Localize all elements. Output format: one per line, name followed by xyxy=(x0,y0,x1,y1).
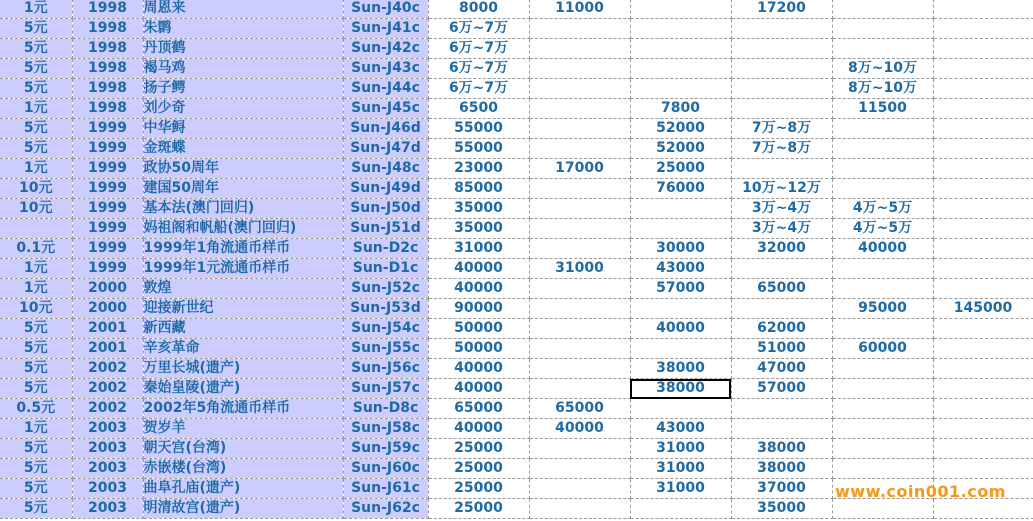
value-cell-4[interactable]: 7万~8万 xyxy=(731,119,832,139)
value-cell-2[interactable] xyxy=(529,439,630,459)
value-cell-2[interactable] xyxy=(529,239,630,259)
year-cell[interactable]: 2002 xyxy=(72,379,143,399)
name-cell[interactable]: 迎接新世纪 xyxy=(143,299,343,319)
code-cell[interactable]: Sun-J58c xyxy=(343,419,428,439)
table-row xyxy=(0,239,1033,259)
name-cell[interactable]: 1999年1角流通币样币 xyxy=(143,239,343,259)
denomination-cell[interactable]: 5元 xyxy=(0,19,72,39)
value-cell-1[interactable]: 25000 xyxy=(428,479,529,499)
table-row xyxy=(0,359,1033,379)
denomination-cell[interactable]: 5元 xyxy=(0,39,72,59)
table-row xyxy=(0,59,1033,79)
value-cell-1[interactable]: 40000 xyxy=(428,279,529,299)
code-cell[interactable]: Sun-J55c xyxy=(343,339,428,359)
table-row xyxy=(0,319,1033,339)
name-cell[interactable]: 1999年1元流通币样币 xyxy=(143,259,343,279)
value-cell-1[interactable]: 55000 xyxy=(428,119,529,139)
value-cell-3[interactable]: 57000 xyxy=(630,279,731,299)
code-cell[interactable]: Sun-J50d xyxy=(343,199,428,219)
value-cell-5[interactable] xyxy=(832,279,933,299)
value-cell-1[interactable]: 35000 xyxy=(428,219,529,239)
value-cell-1[interactable]: 40000 xyxy=(428,379,529,399)
value-cell-4[interactable] xyxy=(731,79,832,99)
value-cell-4[interactable]: 51000 xyxy=(731,339,832,359)
value-cell-1[interactable]: 8000 xyxy=(428,0,529,19)
value-cell-5[interactable] xyxy=(832,259,933,279)
value-cell-6[interactable] xyxy=(933,319,1033,339)
value-cell-2[interactable] xyxy=(529,379,630,399)
year-cell[interactable]: 2001 xyxy=(72,339,143,359)
denomination-cell[interactable]: 0.5元 xyxy=(0,399,72,419)
value-cell-3[interactable]: 30000 xyxy=(630,239,731,259)
name-cell[interactable]: 金斑蝶 xyxy=(143,139,343,159)
year-cell[interactable]: 1998 xyxy=(72,59,143,79)
denomination-cell[interactable]: 5元 xyxy=(0,439,72,459)
denomination-cell[interactable]: 5元 xyxy=(0,359,72,379)
value-cell-4[interactable] xyxy=(731,159,832,179)
table-row xyxy=(0,439,1033,459)
value-cell-3[interactable] xyxy=(630,499,731,519)
code-cell[interactable]: Sun-J44c xyxy=(343,79,428,99)
value-cell-2[interactable]: 11000 xyxy=(529,0,630,19)
value-cell-6[interactable] xyxy=(933,19,1033,39)
value-cell-2[interactable] xyxy=(529,299,630,319)
value-cell-3[interactable]: 52000 xyxy=(630,139,731,159)
code-cell[interactable]: Sun-J46d xyxy=(343,119,428,139)
value-cell-2[interactable] xyxy=(529,279,630,299)
watermark: www.coin001.com xyxy=(835,482,1006,501)
denomination-cell[interactable]: 5元 xyxy=(0,379,72,399)
year-cell[interactable]: 1999 xyxy=(72,179,143,199)
value-cell-4[interactable]: 57000 xyxy=(731,379,832,399)
value-cell-6[interactable]: 145000 xyxy=(933,299,1033,319)
denomination-cell[interactable]: 1元 xyxy=(0,419,72,439)
value-cell-2[interactable] xyxy=(529,59,630,79)
value-cell-2[interactable] xyxy=(529,339,630,359)
value-cell-3[interactable]: 38000 xyxy=(630,359,731,379)
year-cell[interactable]: 2002 xyxy=(72,359,143,379)
year-cell[interactable]: 2000 xyxy=(72,279,143,299)
year-cell[interactable]: 1999 xyxy=(72,239,143,259)
value-cell-4[interactable]: 3万~4万 xyxy=(731,199,832,219)
value-cell-4[interactable] xyxy=(731,259,832,279)
name-cell[interactable]: 基本法(澳门回归) xyxy=(143,199,343,219)
code-cell[interactable]: Sun-J51d xyxy=(343,219,428,239)
value-cell-3[interactable]: 52000 xyxy=(630,119,731,139)
table-row xyxy=(0,0,1033,19)
name-cell[interactable]: 周恩来 xyxy=(143,0,343,19)
value-cell-2[interactable] xyxy=(529,479,630,499)
denomination-cell[interactable]: 10元 xyxy=(0,199,72,219)
table-row xyxy=(0,159,1033,179)
name-cell[interactable]: 曲阜孔庙(遗产) xyxy=(143,479,343,499)
value-cell-3[interactable]: 40000 xyxy=(630,319,731,339)
value-cell-3[interactable] xyxy=(630,79,731,99)
value-cell-1[interactable]: 25000 xyxy=(428,459,529,479)
code-cell[interactable]: Sun-J61c xyxy=(343,479,428,499)
value-cell-3[interactable] xyxy=(630,199,731,219)
value-cell-1[interactable]: 40000 xyxy=(428,419,529,439)
value-cell-5[interactable]: 8万~10万 xyxy=(832,59,933,79)
value-cell-5[interactable] xyxy=(832,499,933,519)
value-cell-4[interactable]: 47000 xyxy=(731,359,832,379)
year-cell[interactable]: 1999 xyxy=(72,159,143,179)
value-cell-5[interactable] xyxy=(832,119,933,139)
value-cell-2[interactable] xyxy=(529,459,630,479)
code-cell[interactable]: Sun-J45c xyxy=(343,99,428,119)
year-cell[interactable]: 2003 xyxy=(72,499,143,519)
code-cell[interactable]: Sun-J41c xyxy=(343,19,428,39)
table-row xyxy=(0,139,1033,159)
value-cell-3[interactable] xyxy=(630,59,731,79)
table-row xyxy=(0,119,1033,139)
value-cell-2[interactable]: 31000 xyxy=(529,259,630,279)
code-cell[interactable]: Sun-J56c xyxy=(343,359,428,379)
value-cell-1[interactable]: 65000 xyxy=(428,399,529,419)
code-cell[interactable]: Sun-D8c xyxy=(343,399,428,419)
value-cell-5[interactable]: 95000 xyxy=(832,299,933,319)
value-cell-1[interactable]: 90000 xyxy=(428,299,529,319)
year-cell[interactable]: 1998 xyxy=(72,19,143,39)
value-cell-1[interactable]: 50000 xyxy=(428,339,529,359)
value-cell-6[interactable] xyxy=(933,499,1033,519)
value-cell-1[interactable]: 40000 xyxy=(428,259,529,279)
value-cell-1[interactable]: 25000 xyxy=(428,499,529,519)
value-cell-3[interactable]: 31000 xyxy=(630,459,731,479)
code-cell[interactable]: Sun-J43c xyxy=(343,59,428,79)
value-cell-2[interactable] xyxy=(529,499,630,519)
value-cell-5[interactable] xyxy=(832,319,933,339)
value-cell-1[interactable]: 40000 xyxy=(428,359,529,379)
name-cell[interactable]: 辛亥革命 xyxy=(143,339,343,359)
value-cell-6[interactable] xyxy=(933,279,1033,299)
value-cell-4[interactable] xyxy=(731,99,832,119)
name-cell[interactable]: 新西藏 xyxy=(143,319,343,339)
year-cell[interactable]: 2002 xyxy=(72,399,143,419)
value-cell-4[interactable] xyxy=(731,19,832,39)
table-row xyxy=(0,459,1033,479)
name-cell[interactable]: 敦煌 xyxy=(143,279,343,299)
year-cell[interactable]: 2001 xyxy=(72,319,143,339)
code-cell[interactable]: Sun-D1c xyxy=(343,259,428,279)
code-cell[interactable]: Sun-J57c xyxy=(343,379,428,399)
value-cell-3[interactable]: 31000 xyxy=(630,439,731,459)
value-cell-1[interactable]: 85000 xyxy=(428,179,529,199)
value-cell-6[interactable] xyxy=(933,379,1033,399)
value-cell-1[interactable]: 6万~7万 xyxy=(428,79,529,99)
value-cell-3[interactable] xyxy=(630,219,731,239)
table-row xyxy=(0,339,1033,359)
denomination-cell[interactable]: 1元 xyxy=(0,279,72,299)
value-cell-5[interactable] xyxy=(832,459,933,479)
year-cell[interactable]: 2003 xyxy=(72,479,143,499)
value-cell-6[interactable] xyxy=(933,59,1033,79)
name-cell[interactable]: 妈祖阁和帆船(澳门回归) xyxy=(143,219,343,239)
value-cell-2[interactable]: 40000 xyxy=(529,419,630,439)
code-cell[interactable]: Sun-J40c xyxy=(343,0,428,19)
name-cell[interactable]: 朱鹮 xyxy=(143,19,343,39)
value-cell-3[interactable]: 43000 xyxy=(630,259,731,279)
value-cell-4[interactable] xyxy=(731,299,832,319)
value-cell-6[interactable] xyxy=(933,39,1033,59)
value-cell-2[interactable] xyxy=(529,39,630,59)
value-cell-5[interactable] xyxy=(832,19,933,39)
value-cell-6[interactable] xyxy=(933,399,1033,419)
value-cell-6[interactable] xyxy=(933,239,1033,259)
table-row xyxy=(0,279,1033,299)
table-row xyxy=(0,19,1033,39)
value-cell-4[interactable]: 35000 xyxy=(731,499,832,519)
code-cell[interactable]: Sun-J54c xyxy=(343,319,428,339)
table-row xyxy=(0,259,1033,279)
denomination-cell[interactable]: 5元 xyxy=(0,139,72,159)
value-cell-3[interactable] xyxy=(630,39,731,59)
name-cell[interactable]: 中华鲟 xyxy=(143,119,343,139)
year-cell[interactable]: 2003 xyxy=(72,419,143,439)
value-cell-6[interactable] xyxy=(933,119,1033,139)
value-cell-5[interactable]: 11500 xyxy=(832,99,933,119)
denomination-cell[interactable]: 5元 xyxy=(0,499,72,519)
name-cell[interactable]: 秦始皇陵(遗产) xyxy=(143,379,343,399)
value-cell-6[interactable] xyxy=(933,159,1033,179)
value-cell-5[interactable] xyxy=(832,39,933,59)
value-cell-2[interactable] xyxy=(529,199,630,219)
value-cell-5[interactable]: 4万~5万 xyxy=(832,219,933,239)
code-cell[interactable]: Sun-J52c xyxy=(343,279,428,299)
value-cell-2[interactable] xyxy=(529,219,630,239)
name-cell[interactable]: 政协50周年 xyxy=(143,159,343,179)
denomination-cell[interactable]: 10元 xyxy=(0,179,72,199)
year-cell[interactable]: 2003 xyxy=(72,439,143,459)
year-cell[interactable]: 1999 xyxy=(72,199,143,219)
value-cell-1[interactable]: 6万~7万 xyxy=(428,19,529,39)
name-cell[interactable]: 赤嵌楼(台湾) xyxy=(143,459,343,479)
code-cell[interactable]: Sun-J48c xyxy=(343,159,428,179)
name-cell[interactable]: 建国50周年 xyxy=(143,179,343,199)
value-cell-3[interactable]: 31000 xyxy=(630,479,731,499)
value-cell-5[interactable] xyxy=(832,399,933,419)
code-cell[interactable]: Sun-J60c xyxy=(343,459,428,479)
value-cell-3[interactable] xyxy=(630,19,731,39)
denomination-cell[interactable]: 1元 xyxy=(0,159,72,179)
table-row xyxy=(0,219,1033,239)
value-cell-5[interactable] xyxy=(832,179,933,199)
value-cell-6[interactable] xyxy=(933,339,1033,359)
value-cell-4[interactable]: 3万~4万 xyxy=(731,219,832,239)
table-row xyxy=(0,79,1033,99)
table-row xyxy=(0,179,1033,199)
value-cell-6[interactable] xyxy=(933,419,1033,439)
value-cell-4[interactable] xyxy=(731,39,832,59)
code-cell[interactable]: Sun-J53d xyxy=(343,299,428,319)
denomination-cell[interactable] xyxy=(0,219,72,239)
table-row xyxy=(0,299,1033,319)
table-row xyxy=(0,199,1033,219)
value-cell-6[interactable] xyxy=(933,459,1033,479)
value-cell-5[interactable]: 40000 xyxy=(832,239,933,259)
value-cell-4[interactable]: 65000 xyxy=(731,279,832,299)
value-cell-3[interactable]: 25000 xyxy=(630,159,731,179)
value-cell-1[interactable]: 55000 xyxy=(428,139,529,159)
code-cell[interactable]: Sun-J47d xyxy=(343,139,428,159)
denomination-cell[interactable]: 1元 xyxy=(0,0,72,19)
name-cell[interactable]: 褐马鸡 xyxy=(143,59,343,79)
name-cell[interactable]: 明清故宫(遗产) xyxy=(143,499,343,519)
value-cell-2[interactable] xyxy=(529,99,630,119)
denomination-cell[interactable]: 0.1元 xyxy=(0,239,72,259)
value-cell-2[interactable] xyxy=(529,19,630,39)
value-cell-5[interactable] xyxy=(832,419,933,439)
value-cell-5[interactable] xyxy=(832,139,933,159)
value-cell-1[interactable]: 23000 xyxy=(428,159,529,179)
denomination-cell[interactable]: 5元 xyxy=(0,119,72,139)
denomination-cell[interactable]: 5元 xyxy=(0,79,72,99)
value-cell-6[interactable] xyxy=(933,179,1033,199)
value-cell-1[interactable]: 50000 xyxy=(428,319,529,339)
denomination-cell[interactable]: 5元 xyxy=(0,339,72,359)
table-row xyxy=(0,499,1033,519)
table-row xyxy=(0,99,1033,119)
code-cell[interactable]: Sun-D2c xyxy=(343,239,428,259)
code-cell[interactable]: Sun-J49d xyxy=(343,179,428,199)
value-cell-2[interactable] xyxy=(529,359,630,379)
name-cell[interactable]: 扬子鳄 xyxy=(143,79,343,99)
value-cell-4[interactable]: 38000 xyxy=(731,459,832,479)
year-cell[interactable]: 1999 xyxy=(72,139,143,159)
value-cell-5[interactable] xyxy=(832,359,933,379)
value-cell-2[interactable] xyxy=(529,319,630,339)
active-cell[interactable]: 38000 xyxy=(630,379,731,399)
name-cell[interactable]: 万里长城(遗产) xyxy=(143,359,343,379)
value-cell-5[interactable] xyxy=(832,379,933,399)
year-cell[interactable]: 2003 xyxy=(72,459,143,479)
value-cell-3[interactable]: 7800 xyxy=(630,99,731,119)
name-cell[interactable]: 贺岁羊 xyxy=(143,419,343,439)
value-cell-1[interactable]: 25000 xyxy=(428,439,529,459)
value-cell-5[interactable]: 60000 xyxy=(832,339,933,359)
code-cell[interactable]: Sun-J42c xyxy=(343,39,428,59)
value-cell-4[interactable] xyxy=(731,59,832,79)
code-cell[interactable]: Sun-J59c xyxy=(343,439,428,459)
table-row xyxy=(0,399,1033,419)
denomination-cell[interactable]: 1元 xyxy=(0,259,72,279)
value-cell-4[interactable] xyxy=(731,419,832,439)
value-cell-4[interactable]: 10万~12万 xyxy=(731,179,832,199)
denomination-cell[interactable]: 5元 xyxy=(0,319,72,339)
value-cell-2[interactable] xyxy=(529,119,630,139)
year-cell[interactable]: 1998 xyxy=(72,79,143,99)
denomination-cell[interactable]: 5元 xyxy=(0,479,72,499)
value-cell-5[interactable]: 4万~5万 xyxy=(832,199,933,219)
value-cell-6[interactable] xyxy=(933,79,1033,99)
value-cell-3[interactable] xyxy=(630,299,731,319)
denomination-cell[interactable]: 5元 xyxy=(0,459,72,479)
name-cell[interactable]: 丹顶鹤 xyxy=(143,39,343,59)
table-row xyxy=(0,39,1033,59)
value-cell-1[interactable]: 35000 xyxy=(428,199,529,219)
value-cell-5[interactable] xyxy=(832,0,933,19)
value-cell-2[interactable] xyxy=(529,139,630,159)
value-cell-2[interactable] xyxy=(529,179,630,199)
value-cell-2[interactable] xyxy=(529,79,630,99)
value-cell-1[interactable]: 6500 xyxy=(428,99,529,119)
value-cell-3[interactable]: 43000 xyxy=(630,419,731,439)
value-cell-4[interactable]: 32000 xyxy=(731,239,832,259)
denomination-cell[interactable]: 1元 xyxy=(0,99,72,119)
value-cell-1[interactable]: 6万~7万 xyxy=(428,59,529,79)
value-cell-6[interactable] xyxy=(933,199,1033,219)
value-cell-6[interactable] xyxy=(933,259,1033,279)
value-cell-3[interactable] xyxy=(630,399,731,419)
value-cell-1[interactable]: 6万~7万 xyxy=(428,39,529,59)
value-cell-4[interactable]: 38000 xyxy=(731,439,832,459)
name-cell[interactable]: 刘少奇 xyxy=(143,99,343,119)
year-cell[interactable]: 1998 xyxy=(72,39,143,59)
name-cell[interactable]: 2002年5角流通币样币 xyxy=(143,399,343,419)
value-cell-2[interactable]: 65000 xyxy=(529,399,630,419)
value-cell-4[interactable] xyxy=(731,399,832,419)
value-cell-1[interactable]: 31000 xyxy=(428,239,529,259)
year-cell[interactable]: 1998 xyxy=(72,99,143,119)
year-cell[interactable]: 1998 xyxy=(72,0,143,19)
value-cell-6[interactable] xyxy=(933,219,1033,239)
value-cell-6[interactable] xyxy=(933,99,1033,119)
table-row xyxy=(0,419,1033,439)
value-cell-6[interactable] xyxy=(933,139,1033,159)
value-cell-4[interactable]: 17200 xyxy=(731,0,832,19)
year-cell[interactable]: 1999 xyxy=(72,259,143,279)
table-row xyxy=(0,379,1033,399)
value-cell-4[interactable]: 37000 xyxy=(731,479,832,499)
value-cell-5[interactable] xyxy=(832,439,933,459)
value-cell-3[interactable] xyxy=(630,339,731,359)
value-cell-4[interactable]: 7万~8万 xyxy=(731,139,832,159)
denomination-cell[interactable]: 10元 xyxy=(0,299,72,319)
year-cell[interactable]: 1999 xyxy=(72,119,143,139)
year-cell[interactable]: 1999 xyxy=(72,219,143,239)
code-cell[interactable]: Sun-J62c xyxy=(343,499,428,519)
value-cell-2[interactable]: 17000 xyxy=(529,159,630,179)
value-cell-3[interactable] xyxy=(630,0,731,19)
value-cell-5[interactable] xyxy=(832,159,933,179)
value-cell-6[interactable] xyxy=(933,0,1033,19)
value-cell-6[interactable] xyxy=(933,439,1033,459)
denomination-cell[interactable]: 5元 xyxy=(0,59,72,79)
value-cell-4[interactable]: 62000 xyxy=(731,319,832,339)
value-cell-6[interactable] xyxy=(933,359,1033,379)
name-cell[interactable]: 朝天宫(台湾) xyxy=(143,439,343,459)
year-cell[interactable]: 2000 xyxy=(72,299,143,319)
value-cell-3[interactable]: 76000 xyxy=(630,179,731,199)
value-cell-5[interactable]: 8万~10万 xyxy=(832,79,933,99)
